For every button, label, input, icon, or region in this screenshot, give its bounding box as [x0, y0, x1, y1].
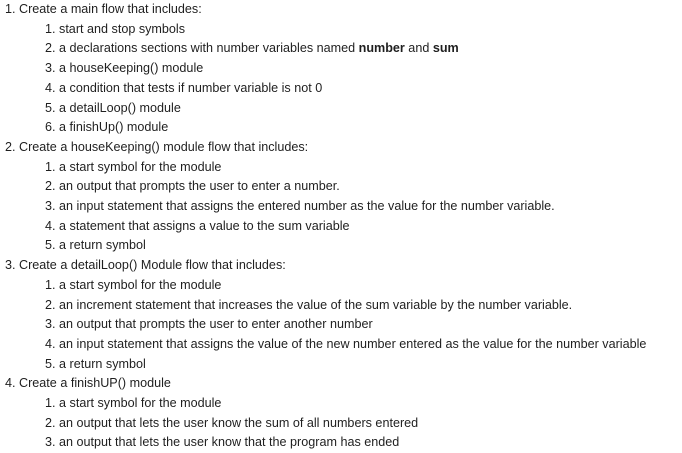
list-item: [45, 315, 373, 335]
list-item: [45, 433, 399, 453]
list-item: [45, 217, 350, 237]
section-text: Create a houseKeeping() module flow that includes:: [19, 139, 309, 154]
item-text: an input statement that assigns the value of the new number entered as the value for the number variable: [59, 336, 647, 351]
item-number: 5.: [45, 238, 56, 253]
list-item: [45, 276, 221, 296]
item-text: an input statement that assigns the entered number as the value for the number variable.: [59, 199, 555, 213]
item-number: 2.: [45, 297, 56, 312]
item-text-part: and: [404, 41, 433, 56]
item-number: 4.: [45, 336, 56, 351]
item-text: an output that lets the user know that the program has ended: [59, 435, 400, 450]
item-number: 6.: [45, 120, 56, 135]
item-text: an output that prompts the user to enter another number: [59, 317, 373, 332]
section-1-heading: [5, 0, 202, 20]
item-text: start and stop symbols: [59, 21, 186, 36]
item-text: a start symbol for the module: [59, 396, 222, 410]
item-number: 4.: [45, 218, 56, 233]
item-number: 2.: [45, 179, 56, 194]
section-3-heading: [5, 256, 286, 276]
item-number: 3.: [45, 317, 56, 332]
list-item: [45, 158, 221, 178]
item-text: a houseKeeping() module: [59, 61, 204, 76]
item-number: 3.: [45, 435, 56, 450]
item-text: a condition that tests if number variable is not 0: [59, 80, 323, 95]
section-2-heading: [5, 138, 308, 158]
list-item: [45, 118, 168, 138]
list-item: [45, 99, 181, 119]
item-text: a return symbol: [59, 356, 146, 371]
item-number: 1.: [45, 21, 56, 36]
list-item: [45, 79, 322, 99]
list-item: [45, 177, 340, 197]
list-item: [45, 236, 146, 256]
item-text: an increment statement that increases the value of the sum variable by the number variable.: [59, 297, 573, 312]
item-number: 4.: [45, 80, 56, 95]
list-item: [45, 414, 418, 434]
item-number: 1.: [45, 396, 56, 410]
item-number: 5.: [45, 356, 56, 371]
item-number: 3.: [45, 199, 56, 213]
section-text: Create a finishUP() module: [19, 376, 171, 391]
item-number: 1.: [45, 159, 56, 174]
section-number: 4.: [5, 376, 16, 391]
section-4-heading: [5, 374, 171, 394]
list-item: [45, 39, 459, 59]
list-item: [45, 197, 555, 217]
item-text: [59, 41, 459, 55]
item-text: a start symbol for the module: [59, 277, 222, 292]
variable-name-number: number: [358, 41, 405, 56]
item-text: an output that lets the user know the sum of all numbers entered: [59, 415, 419, 430]
variable-name-sum: sum: [432, 41, 459, 56]
item-text-part: a declarations sections with number variables named: [59, 41, 359, 56]
item-text: a start symbol for the module: [59, 159, 222, 174]
list-item: [45, 296, 572, 316]
list-item: [45, 59, 203, 79]
section-text: Create a main flow that includes:: [19, 2, 202, 16]
list-item: [45, 20, 185, 40]
item-number: 5.: [45, 100, 56, 115]
section-number: 3.: [5, 258, 16, 273]
section-number: 1.: [5, 2, 16, 16]
item-number: 3.: [45, 61, 56, 76]
list-item: [45, 355, 146, 375]
item-text: an output that prompts the user to enter a number.: [59, 179, 340, 194]
list-item: [45, 335, 646, 355]
section-text: Create a detailLoop() Module flow that includes:: [19, 258, 286, 273]
list-item: [45, 394, 221, 414]
item-number: 2.: [45, 41, 56, 56]
item-number: 1.: [45, 277, 56, 292]
item-text: a statement that assigns a value to the sum variable: [59, 218, 350, 233]
item-text: a return symbol: [59, 238, 146, 253]
item-text: a detailLoop() module: [59, 100, 181, 115]
item-text: a finishUp() module: [59, 120, 169, 135]
section-number: 2.: [5, 139, 16, 154]
item-number: 2.: [45, 415, 56, 430]
